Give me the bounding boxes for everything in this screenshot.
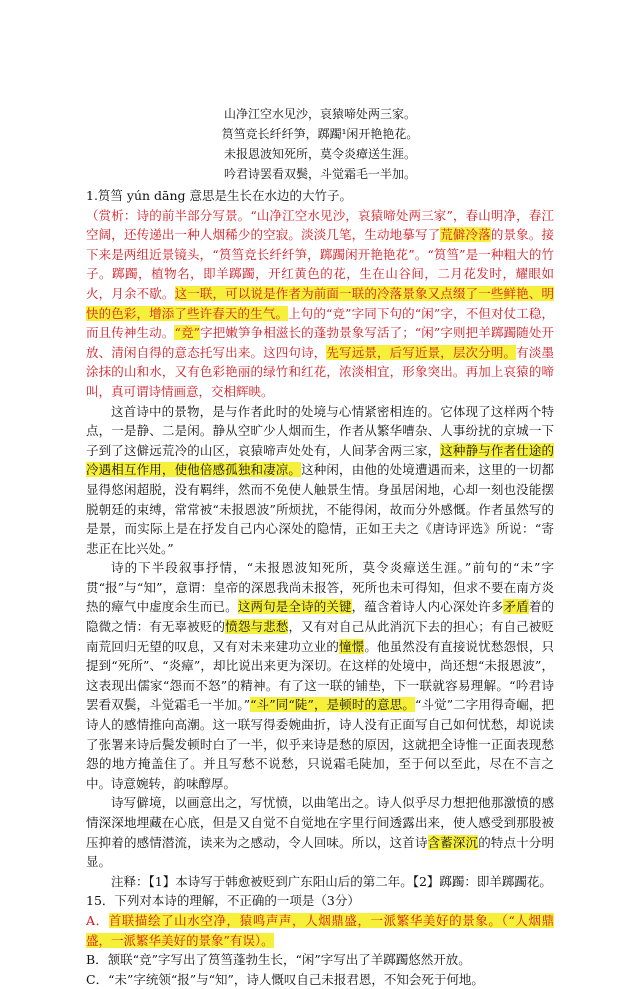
highlight: “斗”同“陡”，是顿时的意思。 — [250, 697, 415, 713]
analysis-text: 的特点十分明显。 — [86, 834, 554, 870]
question-stem: 15．下列对本诗的理解，不正确的一项是（3分） — [86, 893, 360, 909]
poem-line-2: 筼筜竞长纤纤笋，踯躅¹闲开艳艳花。 — [221, 127, 419, 141]
analysis-text: 字把嫩笋争相滋长的蓬勃景象写活了；“闲”字则把羊踯躅随处开放、清闲自得的意态托写出来。这四句诗， — [86, 325, 554, 360]
analysis-text: 这首诗中的景物，是与作者此时的处境与心情紧密相连的。它体现了这样两个特点，一是静、二是闲。静从空旷少人烟而生，作者从繁华嘈杂、人事纷扰的京城一下子到了这僻远荒冷的山区，哀猿啼声处处有，人间茅舍两三家， — [86, 403, 554, 458]
analysis-text: 的景象。接下来是两组近景镜头，“筼筜竞长纤纤笋，踯躅闲开艳艳花”。“筼筜”是一种粗大的竹子。踯躅，植物名，即羊踯躅，开红黄色的花，生在山谷间，二月花发时，耀眼如火，月余不歇。 — [86, 227, 554, 301]
poem-line-3: 未报恩波知死所，莫令炎瘴送生涯。 — [223, 147, 416, 161]
option-a-text: 首联描绘了山水空净，猿鸣声声，人烟鼎盛，一派繁华美好的景象。（“人烟鼎盛，一派繁华美好的景象”有误）。 — [86, 912, 554, 948]
highlight: 这两句是全诗的关键 — [237, 599, 352, 615]
analysis-text: 诗的下半段叙事抒情，“未报恩波知死所，莫令炎瘴送生涯。”前句的“未”字贯“报”与“知”，意谓：皇帝的深恩我尚未报答，死所也未可得知，但求不要在南方炎热的瘴气中虚度余生而已。 — [86, 560, 554, 615]
poem-line-4: 吟君诗罢看双鬓，斗觉霜毛一半加。 — [223, 167, 416, 181]
poem-line-1: 山净江空水见沙，哀猿啼处两三家。 — [223, 107, 416, 121]
option-b: B．颔联“竞”字写出了筼筜蓬勃生长，“闲”字写出了羊踯躅悠然开放。 — [86, 952, 471, 968]
option-a-label: A． — [86, 912, 109, 928]
analysis-paragraph-4 — [86, 793, 554, 871]
analysis-paragraph-1 — [86, 206, 554, 402]
highlight: 这一联，可以说是作者为前面一联的冷落景象又点缀了一些鲜艳、明快的色彩，增添了些许春天的生气。 — [86, 285, 554, 321]
analysis-text: 诗写僻境，以画意出之，写忧愤，以曲笔出之。诗人似乎尽力想把他那激愤的感情深深地埋藏在心底，但是又自觉不自觉地在字里行间透露出来，使人感受到那股被压抑着的感情潜流，读来为之感动，令人回味。所以，这首诗 — [86, 795, 554, 850]
highlight: 憧憬 — [339, 638, 365, 654]
analysis-paragraph-2 — [86, 402, 554, 559]
analysis-label: （赏析 — [86, 207, 124, 223]
highlight: 矛盾 — [503, 599, 529, 615]
highlight: 含蓄深沉 — [427, 834, 479, 850]
highlight: 荒僻冷落 — [440, 227, 491, 243]
analysis-text: 。他虽然没有直接说忧愁怨恨，只提到“死所”、“炎瘴”，却比说出来更为深切。在这样的处境中，尚还想“未报恩波”，这表现出儒家“怨而不怒”的精神。有了这一联的铺垫，下一联就容易理解。“吟君诗罢看双鬓，斗觉霜毛一半加。” — [86, 638, 554, 713]
option-a — [86, 911, 554, 950]
option-c: C．“未”字统领“报”与“知”，诗人慨叹自己未报君恩，不知会死于何地。 — [86, 971, 484, 987]
annotations-text: 【1】本诗写于韩愈被贬到广东阳山后的第二年。【2】踯躅：即羊踯躅花。 — [148, 873, 552, 889]
highlight: “竞” — [174, 325, 200, 341]
highlight: 先写远景，后写近景，层次分明。 — [326, 344, 517, 360]
analysis-text: ，蕴含着诗人内心深处许多 — [351, 599, 504, 615]
vocab-note: 1.筼筜 yún dāng 意思是生长在水边的大竹子。 — [86, 188, 353, 203]
document-page — [86, 104, 554, 989]
analysis-text: 这种闲，由他的处境遭遇而来，这里的一切都显得悠闲超脱，没有羁绊，然而不免使人触景生情。身虽居闲地，心却一刻也没能摆脱朝廷的束缚，常常被“未报恩波”所烦扰，不能得闲，故而分外感慨。作者虽然写的是景，而实际上是在抒发自己内心深处的隐情，正如王夫之《唐诗评选》所说：“寄悲正在比兴处。” — [86, 462, 554, 556]
analysis-text: 着的隐微之情：有无辜被贬的 — [86, 599, 554, 635]
analysis-text: “斗觉”二字用得奇崛，把诗人的感情推向高潮。这一联写得委婉曲折，诗人没有正面写自己如何忧愁，却说读了张署来诗后鬓发顿时白了一半，似乎来诗是愁的原因，这就把全诗惟一正面表现愁怨的地方掩盖住了。并且写愁不说愁，只说霜毛陡加，至于何以至此，尽在不言之中。诗意婉转，韵味醇厚。 — [86, 697, 555, 791]
poem — [86, 104, 554, 184]
annotations-label: 注释： — [111, 873, 149, 889]
analysis-text: ：诗的前半部分写景。“山净江空水见沙，哀猿啼处两三家”，春山明净，春江空阔，还传递出一种人烟稀少的空寂。淡淡几笔，生动地摹写了 — [86, 207, 554, 243]
analysis-text: ，又有对自己从此消沉下去的担心；有自己被贬南荒回归无望的叹息，又有对未来建功立业的 — [86, 619, 554, 654]
analysis-text: 上句的“竞”字同下句的“闲”字，不但对仗工稳，而且传神生动。 — [86, 305, 554, 341]
analysis-text: 有淡墨涂抹的山和水，又有色彩艳丽的绿竹和红花，浓淡相宜，形象突出。再加上哀猿的啼叫，真可谓诗情画意，交相辉映。 — [86, 344, 554, 399]
analysis-paragraph-3 — [86, 558, 554, 793]
highlight: 愤怨与悲愁 — [225, 619, 289, 635]
highlight: 这种静与作者仕途的冷遇相互作用，使他倍感孤独和凄凉。 — [86, 442, 554, 478]
annotations — [86, 872, 554, 892]
